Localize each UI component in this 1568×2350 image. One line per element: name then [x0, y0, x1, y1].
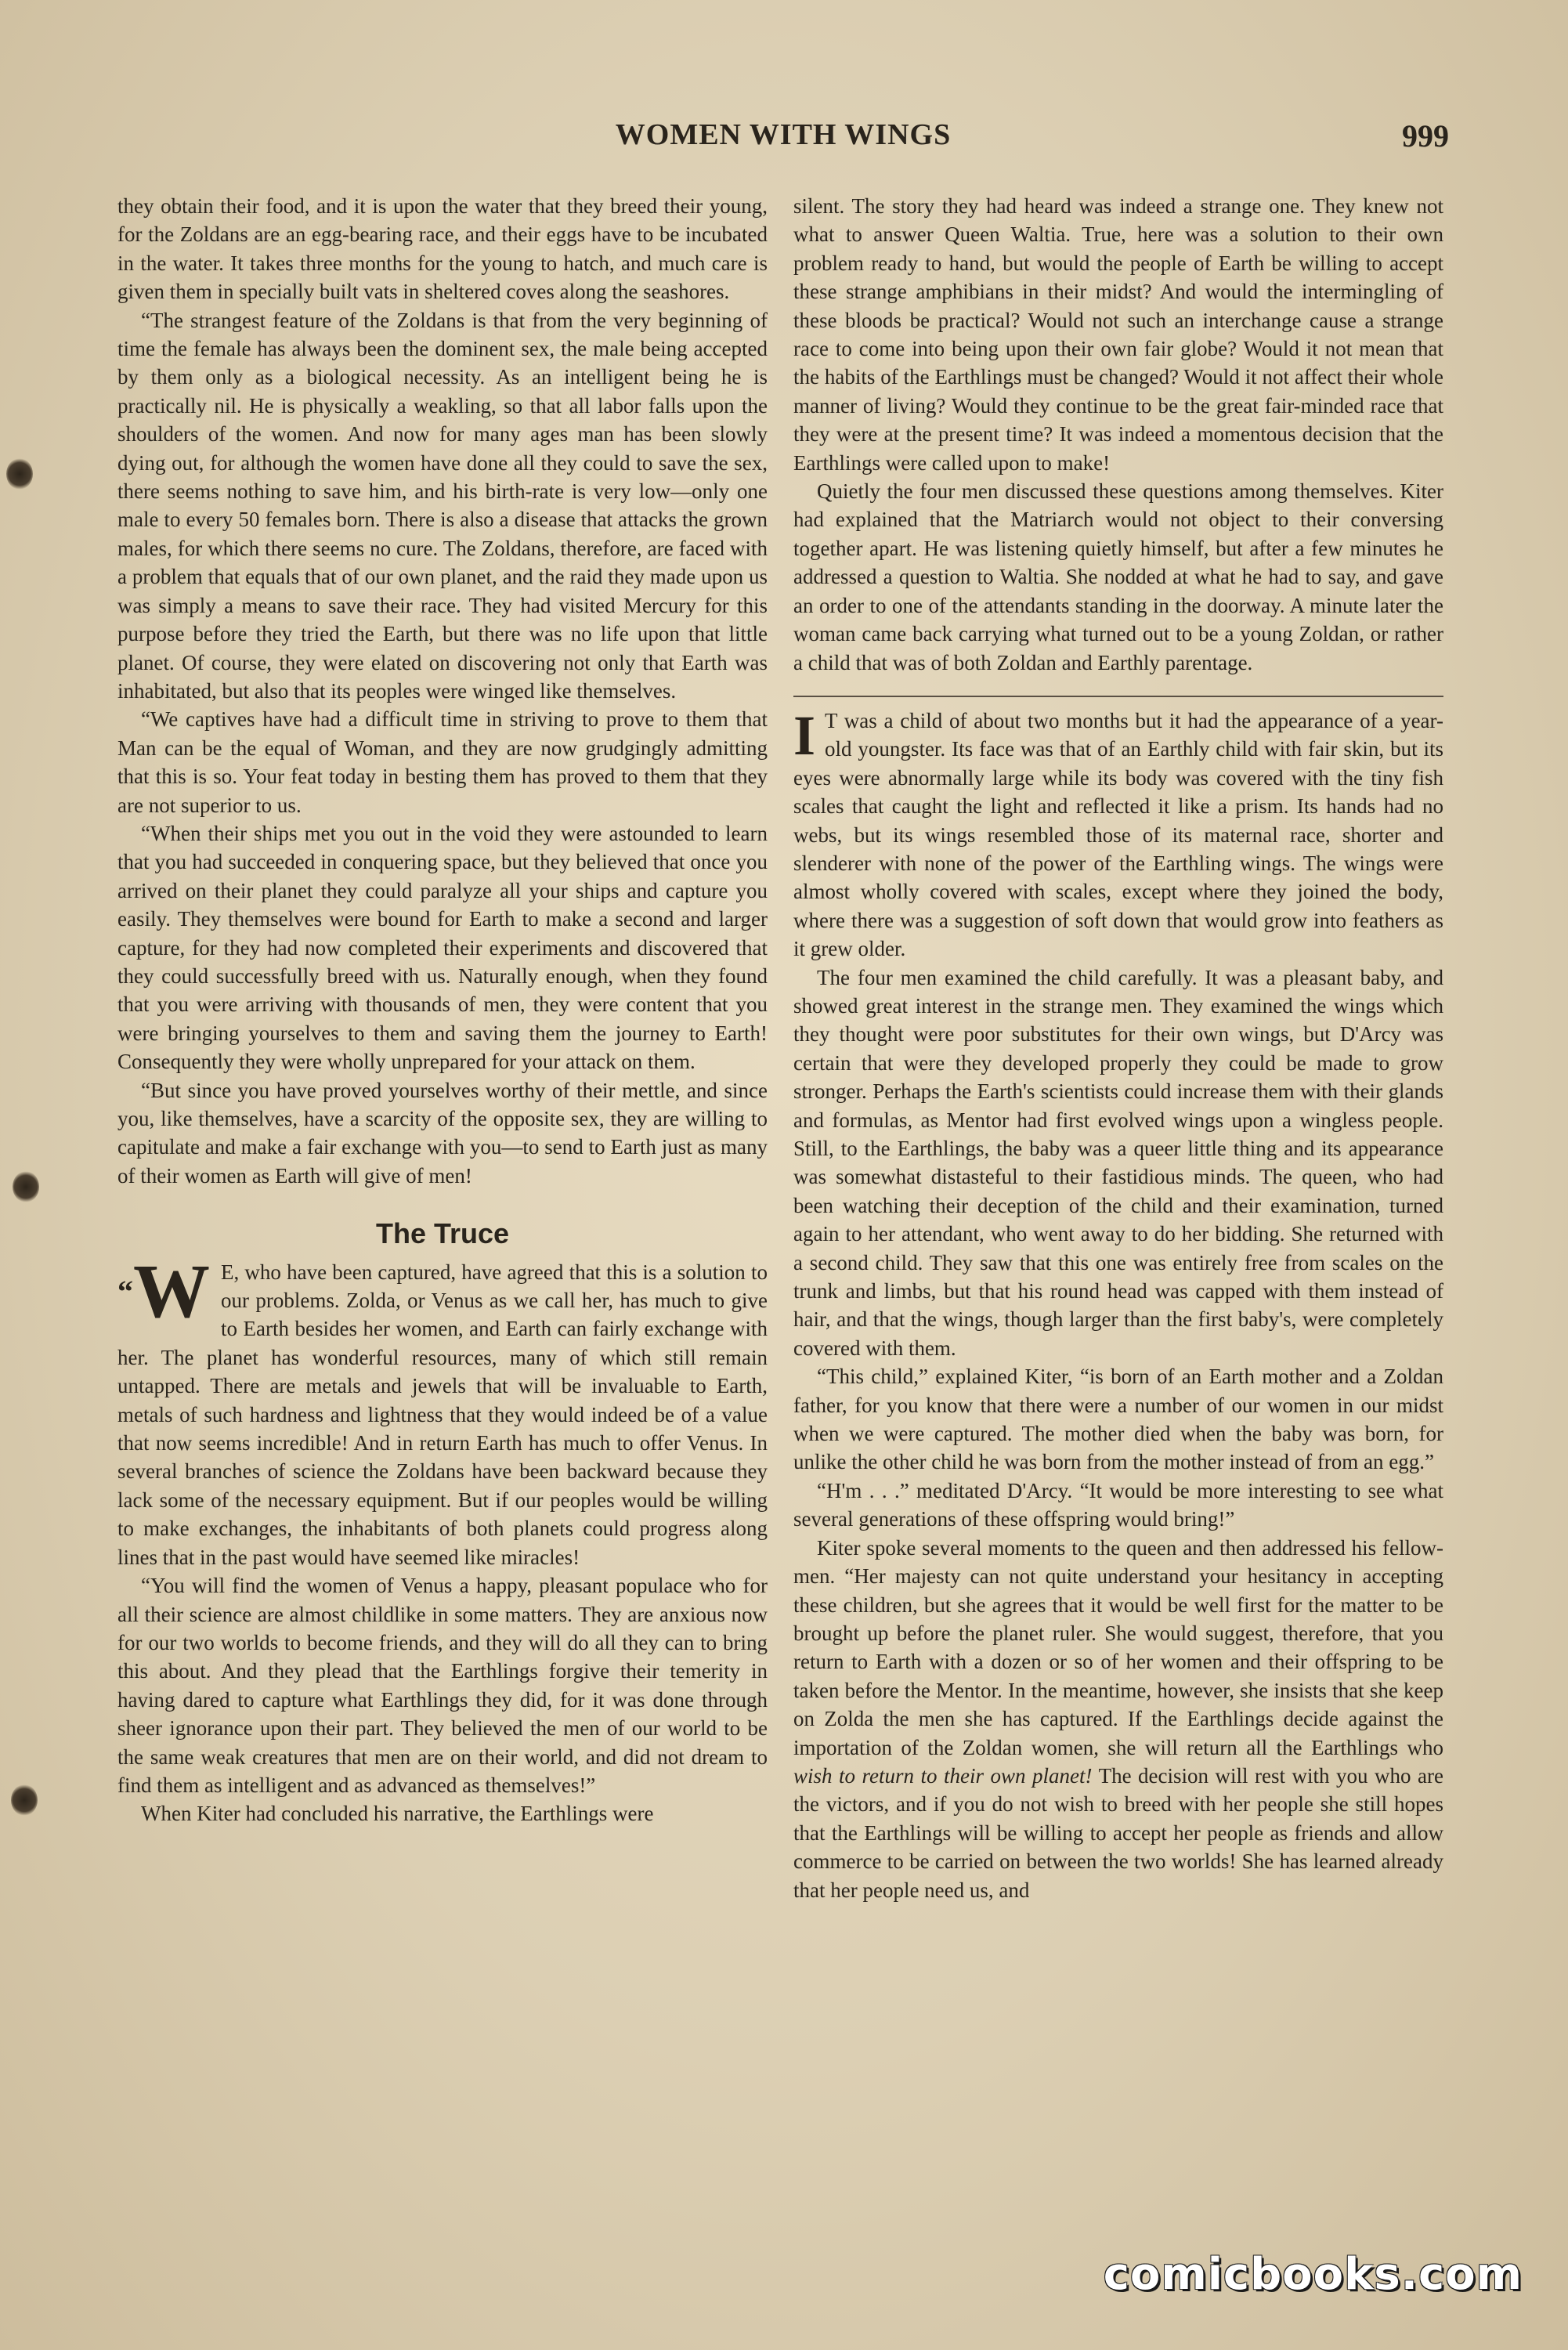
page-number: 999 — [1402, 118, 1449, 154]
paragraph: “The strangest feature of the Zoldans is that from the very beginning of time the female has always been the dominent sex, the male being accepted by them only as a biological necessity. As an intelligent being he is practically nil. He is physically a weakling, so that all labor falls upon the shoulders of the women. And now for many ages man has been slowly dying out, for although the women have done all they could to save the sex, there seems nothing to save him, and his birth-rate is very low—only one male to every 50 females born. There is also a disease that attacks the grown males, for which there seems no cure. The Zoldans, therefore, are faced with a problem that equals that of our own planet, and the raid they made upon us was simply a means to save their race. They had visited Mercury for this purpose before they tried the Earth, but there was no life upon that little planet. Of course, they were elated on discovering not only that Earth was inhabitated, but also that its peoples were winged like themselves. — [117, 308, 768, 703]
paragraph: The four men examined the child carefully. It was a pleasant baby, and showed great interest in the strange men. They examined the wings which they thought were poor substitutes for their own wings, but D'Arcy was certain that were they developed properly they could be made to grow stronger. Perhaps the Earth's scientists could increase them with their glands and formulas, as Mentor had first evolved wings upon a wingless people. Still, to the Earthlings, the baby was a queer little thing and its appearance was somewhat distasteful to their fastidious minds. The queen, who had been watching their deception of the child and their examination, turned again to her attendant, who went away to do her bidding. She returned with a second child. They saw that this one was entirely free from scales on the trunk and limbs, but that his round head was capped with them instead of hair, and that the wings, though larger than the first baby's, were completely covered with them. — [793, 965, 1443, 1360]
opening-quote: “ — [117, 1273, 133, 1309]
dropcap-paragraph-text: E, who have been captured, have agreed that this is a solution to our problems. Zolda, or Venus as we call her, has much to give to Earth besides her women, and Earth can fairly exchange with her. The planet has wonderful resources, many of which still remain untapped. There are metals and jewels that will be invaluable to Earth, metals of such hardness and lightness that they would indeed be of a value that now seems incredible! And in return Earth has much to offer Venus. In several branches of science the Zoldans have been backward because they lack some of the necessary equipment. But if our peoples would be willing to make exchanges, the inhabitants of both planets could progress along lines that in the past would have seemed like miracles! — [117, 1260, 768, 1569]
emphasis-text: wish to return to their own planet! — [793, 1763, 1093, 1788]
section-divider — [793, 696, 1443, 697]
section-heading: The Truce — [375, 1217, 510, 1250]
running-title: WOMEN WITH WINGS — [615, 118, 952, 151]
dropcap-paragraph-text: T was a child of about two months but it had the appearance of a year-old youngster. Its face was that of an Earthly child with fair skin, but its eyes were abnormally large while its body was covered with the tiny fish scales that caught the light and reflected it like a prism. Its hands had no webs, but its wings resembled those of its maternal race, shorter and slenderer with none of the power of the Earthling wings. The wings were almost wholly covered with scales, except where they joined the body, where there was a suggestion of soft down that would grow into feathers as it grew older. — [793, 708, 1443, 961]
paragraph: “This child,” explained Kiter, “is born of an Earth mother and a Zoldan father, for you know that there were a number of our women in our midst when we were captured. The mother died when the baby was born, for unlike the other child he was born from the mother instead of from an egg.” — [793, 1365, 1443, 1474]
paragraph-text: Kiter spoke several moments to the queen and then addressed his fellow-men. “Her majesty can not quite understand your hesitancy in accepting these children, but she agrees that it would be well first for the matter to be brought up before the planet ruler. She would suggest, therefore, that you return to Earth with a dozen or so of her women and their offspring to be taken before the Mentor. In the meantime, however, she insists that she keep on Zolda the men she has captured. If the Earthlings decide against the importation of the Zoldan women, she will return all the Earthlings who — [793, 1535, 1443, 1759]
right-column — [793, 192, 1443, 1904]
page-hole — [13, 1171, 39, 1202]
paragraph: Quietly the four men discussed these questions among themselves. Kiter had explained that the Matriarch would not object to their conversing together apart. He was listening quietly himself, but after a few minutes he addressed a question to Waltia. She nodded at what he had to say, and gave an order to one of the attendants standing in the doorway. A minute later the woman came back carrying what turned out to be a young Zoldan, or rather a child that was of both Zoldan and Earthly parentage. — [793, 479, 1443, 674]
paragraph: “We captives have had a difficult time in striving to prove to them that Man can be the equal of Woman, and they are now grudgingly admitting that this is so. Your feat today in besting them has proved to them that they are not superior to us. — [117, 707, 768, 817]
page-hole — [6, 458, 33, 490]
paragraph: “H'm . . .” meditated D'Arcy. “It would be more interesting to see what several generations of these offspring would bring!” — [793, 1478, 1443, 1531]
paragraph: “When their ships met you out in the void they were astounded to learn that you had succeeded in conquering space, but they believed that once you arrived on their planet they could paralyze all your ships and capture you easily. They themselves were bound for Earth to make a second and larger capture, for they had now completed their experiments and discovered that they could successfully breed with us. Naturally enough, when they found that you were arriving with thousands of men, they were content that you were bringing yourselves to them and saving them the journey to Earth! Consequently they were wholly unprepared for your attack on them. — [117, 821, 768, 1074]
paragraph — [793, 1534, 1443, 1904]
dropcap-letter: W — [133, 1249, 210, 1334]
watermark-logo: comicbooks.com — [1103, 2249, 1523, 2300]
left-column — [117, 192, 768, 1828]
dropcap-paragraph — [117, 1249, 768, 1571]
paragraph: “But since you have proved yourselves worthy of their mettle, and since you, like themselves, have a scarcity of the opposite sex, they are willing to capitulate and make a fair exchange with you—to send to Earth just as many of their women as Earth will give of men! — [117, 1078, 768, 1188]
paragraph: “You will find the women of Venus a happy, pleasant populace who for all their science are almost childlike in some matters. They are anxious now for our two worlds to become friends, and they will do all they can to bring this about. And they plead that the Earthlings forgive their temerity in having dared to capture what Earthlings they did, for it was done through sheer ignorance upon their part. They believed the men of our world to be the same weak creatures that men are on their world, and did not dream to find them as intelligent and as advanced as themselves!” — [117, 1574, 768, 1797]
paragraph-text: The decision will rest with you who are the victors, and if you do not wish to breed with her people she still hopes that the Earthlings will be willing to accept her people as friends and allow commerce to be carried on between the two worlds! She has learned already that her people need us, and — [793, 1763, 1444, 1902]
paragraph: they obtain their food, and it is upon the water that they breed their young, for the Zoldans are an egg-bearing race, and their eggs have to be incubated in the water. It takes three months for the young to hatch, and much care is given them in specially built vats in sheltered coves along the seashores. — [117, 194, 768, 304]
dropcap — [117, 1249, 210, 1334]
dropcap-paragraph — [793, 703, 1443, 964]
page-hole — [11, 1784, 38, 1816]
dropcap: I — [793, 703, 816, 767]
page-header — [117, 118, 1449, 164]
paragraph: When Kiter had concluded his narrative, the Earthlings were — [141, 1802, 654, 1826]
paragraph: silent. The story they had heard was indeed a strange one. They knew not what to answer Queen Waltia. True, here was a solution to their own problem ready to hand, but would the people of Earth be willing to accept these strange amphibians in their midst? And would the intermingling of these bloods be practical? Would not such an interchange cause a strange race to come into being upon their own fair globe? Would it not mean that the habits of the Earthlings must be changed? Would it not affect their whole manner of living? Would they continue to be the great fair-minded race that they were at the present time? It was indeed a momentous decision that the Earthlings were called upon to make! — [793, 194, 1443, 475]
